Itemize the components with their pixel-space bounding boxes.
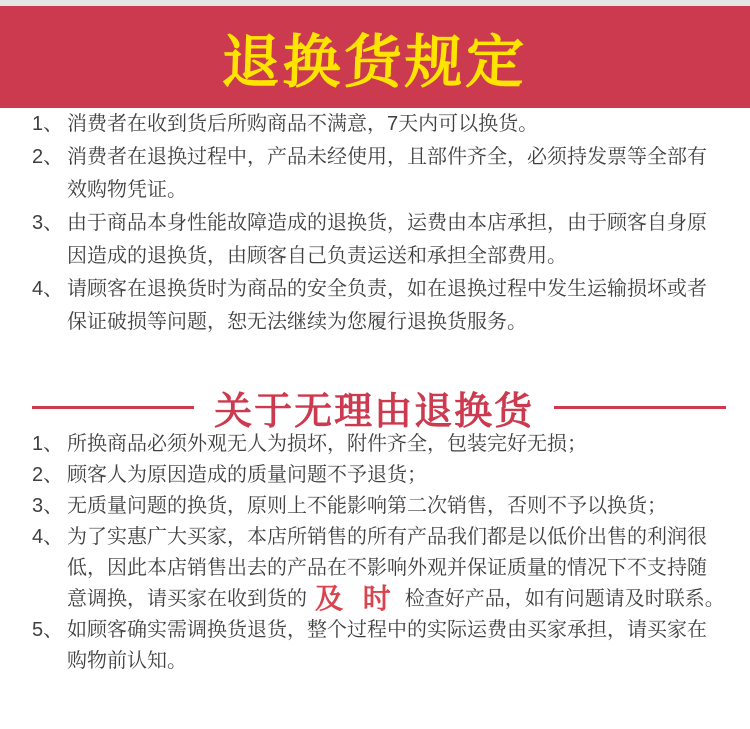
item-text: 请顾客在退换货时为商品的安全负责，如在退换过程中发生运输损坏或者保证破损等问题，恕无法继续为您履行退换货服务。 bbox=[67, 278, 707, 333]
item-text: 如顾客确实需调换货退货，整个过程中的实际运费由买家承担，请买家在购物前认知。 bbox=[67, 619, 707, 672]
item-number: 5、 bbox=[32, 619, 64, 641]
list-item bbox=[32, 460, 726, 491]
item-text: 无质量问题的换货，原则上不能影响第二次销售，否则不予以换货； bbox=[67, 495, 667, 517]
heading-line-left bbox=[32, 406, 194, 409]
list-item bbox=[32, 491, 726, 522]
banner bbox=[0, 6, 750, 108]
item-number: 1、 bbox=[32, 113, 64, 135]
item-text-after: 检查好产品，如有问题请及时联系。 bbox=[404, 588, 725, 610]
list-item bbox=[32, 429, 726, 460]
item-number: 4、 bbox=[32, 526, 64, 548]
item-text: 消费者在收到货后所购商品不满意，7天内可以换货。 bbox=[67, 113, 539, 135]
banner-title: 退换货规定 bbox=[221, 30, 529, 95]
item-text: 所换商品必须外观无人为损坏，附件齐全，包装完好无损； bbox=[67, 433, 587, 455]
item-number: 3、 bbox=[32, 495, 64, 517]
section-heading bbox=[32, 385, 726, 433]
item-number: 2、 bbox=[32, 146, 64, 168]
list-item bbox=[32, 141, 726, 207]
section-heading-text: 关于无理由退换货 bbox=[214, 390, 535, 433]
return-policy-list bbox=[32, 108, 726, 339]
item-number: 3、 bbox=[32, 212, 64, 234]
item-text: 由于商品本身性能故障造成的退换货，运费由本店承担，由于顾客自身原因造成的退换货，由顾客自己负责运送和承担全部费用。 bbox=[67, 212, 707, 267]
no-reason-policy-list bbox=[32, 429, 726, 677]
item-text-before: 为了实惠广大买家，本店所销售的所有产品我们都是以低价出售的利润很低，因此本店销售出去的产品在不影响外观并保证质量的情况下不支持随意调换，请买家在收到货的 bbox=[67, 526, 707, 610]
item-number: 2、 bbox=[32, 464, 64, 486]
item-text: 消费者在退换过程中，产品未经使用，且部件齐全，必须持发票等全部有效购物凭证。 bbox=[67, 146, 707, 201]
item-text: 顾客人为原因造成的质量问题不予退货； bbox=[67, 464, 427, 486]
list-item bbox=[32, 522, 726, 615]
item-text bbox=[67, 522, 726, 615]
list-item bbox=[32, 108, 726, 141]
item-number: 4、 bbox=[32, 278, 64, 300]
list-item bbox=[32, 273, 726, 339]
highlight-text: 及 时 bbox=[315, 583, 397, 614]
list-item bbox=[32, 615, 726, 677]
list-item bbox=[32, 207, 726, 273]
content bbox=[0, 108, 750, 677]
heading-line-right bbox=[554, 406, 726, 409]
item-number: 1、 bbox=[32, 433, 64, 455]
